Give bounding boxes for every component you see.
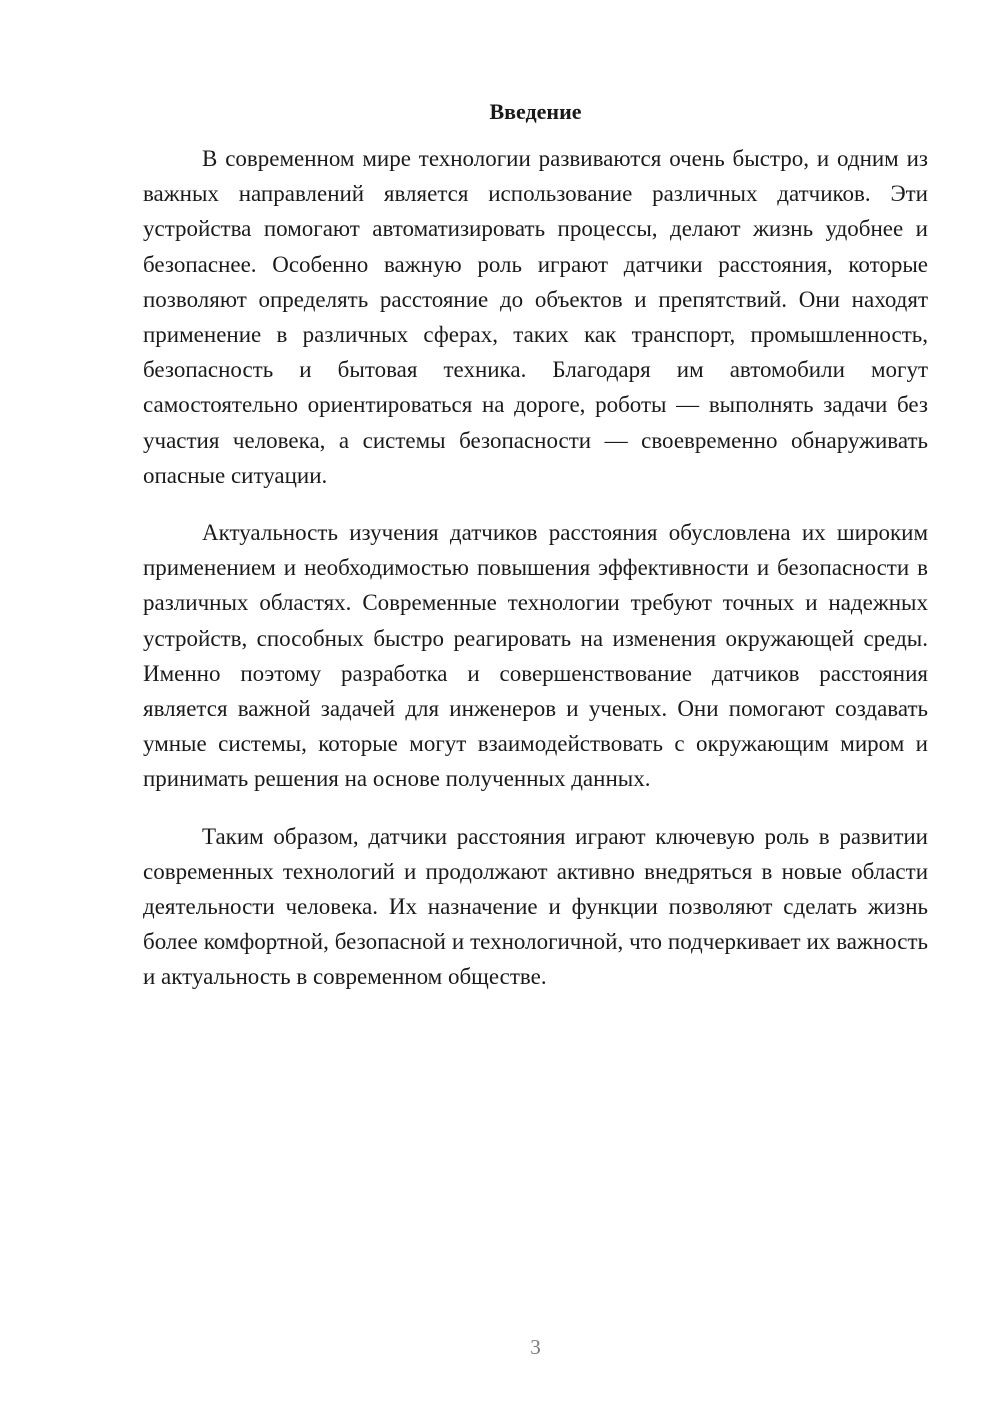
section-title: Введение xyxy=(489,99,582,124)
paragraph-intro: В современном мире технологии развиваются очень быстро, и одним из важных направлений является использование различных датчиков. Эти устройства помогают автоматизировать процессы, делают жизнь удобнее и безопаснее. Особенно важную роль играют датчики расстояния, которые позволяют определять расстояние до объектов и препятствий. Они находят применение в различных сферах, таких как транспорт, промышленность, безопасность и бытовая техника. Благодаря им автомобили могут самостоятельно ориентироваться на дороге, роботы — выполнять задачи без участия человека, а системы безопасности — своевременно обнаруживать опасные ситуации. xyxy=(143,146,928,488)
paragraph-conclusion: Таким образом, датчики расстояния играют ключевую роль в развитии современных технологий и продолжают активно внедряться в новые области деятельности человека. Их назначение и функции позволяют сделать жизнь более комфортной, безопасной и технологичной, что подчеркивает их важность и актуальность в современном обществе. xyxy=(143,823,928,990)
page-content xyxy=(143,94,928,995)
page-number: 3 xyxy=(530,1335,541,1359)
paragraph-relevance: Актуальность изучения датчиков расстояния обусловлена их широким применением и необходимостью повышения эффективности и безопасности в различных областях. Современные технологии требуют точных и надежных устройств, способных быстро реагировать на изменения окружающей среды. Именно поэтому разработка и совершенствование датчиков расстояния является важной задачей для инженеров и ученых. Они помогают создавать умные системы, которые могут взаимодействовать с окружающим миром и принимать решения на основе полученных данных. xyxy=(143,520,928,792)
